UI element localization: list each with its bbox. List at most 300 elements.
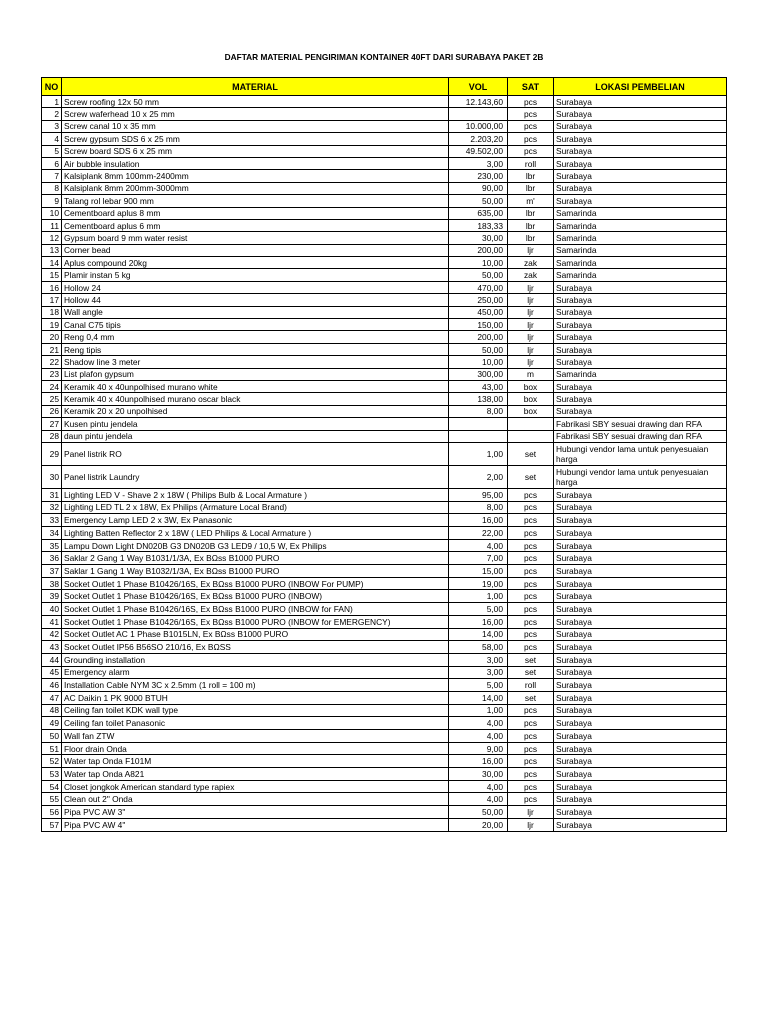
row-no: 21 [42, 343, 62, 355]
table-row [42, 527, 727, 540]
row-lokasi: Surabaya [554, 577, 727, 590]
row-lokasi: Surabaya [554, 666, 727, 679]
row-no: 10 [42, 207, 62, 219]
table-row [42, 306, 727, 318]
table-row [42, 641, 727, 654]
row-material: List plafon gypsum [62, 368, 449, 380]
row-vol: 20,00 [449, 818, 508, 831]
row-no: 16 [42, 281, 62, 293]
row-no: 20 [42, 331, 62, 343]
row-sat: pcs [508, 539, 554, 552]
header-lokasi: LOKASI PEMBELIAN [554, 78, 727, 96]
row-sat: pcs [508, 793, 554, 806]
row-vol: 230,00 [449, 170, 508, 182]
row-material: Screw waferhead 10 x 25 mm [62, 108, 449, 120]
row-sat: pcs [508, 133, 554, 145]
row-material: Keramik 20 x 20 unpolhised [62, 405, 449, 417]
table-row [42, 108, 727, 120]
row-sat [508, 418, 554, 430]
row-vol: 16,00 [449, 615, 508, 628]
row-sat: ljr [508, 356, 554, 368]
row-vol: 15,00 [449, 565, 508, 578]
table-row [42, 603, 727, 616]
row-material: Keramik 40 x 40unpolhised murano oscar black [62, 393, 449, 405]
row-sat: pcs [508, 755, 554, 768]
row-vol: 300,00 [449, 368, 508, 380]
table-row [42, 120, 727, 132]
row-lokasi: Surabaya [554, 704, 727, 717]
table-header-row [42, 78, 727, 96]
row-vol: 2,00 [449, 465, 508, 488]
row-vol: 3,00 [449, 157, 508, 169]
row-no: 29 [42, 442, 62, 465]
row-no: 33 [42, 514, 62, 527]
table-row [42, 730, 727, 743]
row-material: Water tap Onda F101M [62, 755, 449, 768]
row-vol [449, 430, 508, 442]
row-sat: pcs [508, 704, 554, 717]
row-sat: pcs [508, 527, 554, 540]
row-material: Screw roofing 12x 50 mm [62, 96, 449, 108]
row-sat: ljr [508, 281, 554, 293]
row-lokasi: Samarinda [554, 244, 727, 256]
row-no: 57 [42, 818, 62, 831]
table-row [42, 755, 727, 768]
table-row [42, 679, 727, 692]
row-no: 19 [42, 319, 62, 331]
row-no: 15 [42, 269, 62, 281]
row-material: Grounding installation [62, 653, 449, 666]
table-row [42, 628, 727, 641]
table-row [42, 793, 727, 806]
row-vol: 4,00 [449, 793, 508, 806]
row-vol: 30,00 [449, 768, 508, 781]
table-row [42, 768, 727, 781]
row-no: 14 [42, 257, 62, 269]
row-material: Clean out 2" Onda [62, 793, 449, 806]
row-material: Ceiling fan toilet KDK wall type [62, 704, 449, 717]
row-material: Corner bead [62, 244, 449, 256]
row-material: Closet jongkok American standard type rapiex [62, 780, 449, 793]
row-lokasi: Surabaya [554, 380, 727, 392]
table-row [42, 465, 727, 488]
header-no: NO [42, 78, 62, 96]
row-vol: 2.203,20 [449, 133, 508, 145]
row-no: 4 [42, 133, 62, 145]
table-row [42, 488, 727, 501]
row-no: 2 [42, 108, 62, 120]
row-no: 23 [42, 368, 62, 380]
row-vol: 5,00 [449, 603, 508, 616]
table-row [42, 133, 727, 145]
row-sat: pcs [508, 780, 554, 793]
row-no: 43 [42, 641, 62, 654]
row-sat: pcs [508, 628, 554, 641]
row-no: 3 [42, 120, 62, 132]
row-vol: 16,00 [449, 755, 508, 768]
row-no: 32 [42, 501, 62, 514]
row-sat: pcs [508, 730, 554, 743]
row-lokasi: Surabaya [554, 780, 727, 793]
table-row [42, 514, 727, 527]
row-no: 37 [42, 565, 62, 578]
row-no: 56 [42, 806, 62, 819]
row-vol: 8,00 [449, 501, 508, 514]
row-no: 51 [42, 742, 62, 755]
row-sat: pcs [508, 768, 554, 781]
row-sat [508, 430, 554, 442]
row-material: Gypsum board 9 mm water resist [62, 232, 449, 244]
table-body [42, 96, 727, 832]
row-vol: 43,00 [449, 380, 508, 392]
table-row [42, 405, 727, 417]
table-row [42, 145, 727, 157]
row-material: Lampu Down Light DN020B G3 DN020B G3 LED9 / 10,5 W, Ex Philips [62, 539, 449, 552]
row-lokasi: Surabaya [554, 343, 727, 355]
table-row [42, 615, 727, 628]
row-no: 46 [42, 679, 62, 692]
row-lokasi: Surabaya [554, 145, 727, 157]
row-lokasi: Surabaya [554, 488, 727, 501]
table-row [42, 207, 727, 219]
row-no: 54 [42, 780, 62, 793]
row-no: 8 [42, 182, 62, 194]
row-material: Socket Outlet 1 Phase B10426/16S, Ex BΩss B1000 PURO (INBOW for EMERGENCY) [62, 615, 449, 628]
header-sat: SAT [508, 78, 554, 96]
row-vol: 50,00 [449, 343, 508, 355]
row-vol: 8,00 [449, 405, 508, 417]
row-material: Reng tipis [62, 343, 449, 355]
row-no: 34 [42, 527, 62, 540]
row-lokasi: Surabaya [554, 539, 727, 552]
row-lokasi: Surabaya [554, 818, 727, 831]
row-material: Screw canal 10 x 35 mm [62, 120, 449, 132]
row-material: Panel listrik Laundry [62, 465, 449, 488]
row-sat: ljr [508, 331, 554, 343]
row-vol: 635,00 [449, 207, 508, 219]
row-lokasi: Surabaya [554, 195, 727, 207]
row-vol: 183,33 [449, 219, 508, 231]
row-sat: set [508, 442, 554, 465]
row-lokasi: Surabaya [554, 170, 727, 182]
row-vol [449, 108, 508, 120]
row-lokasi: Surabaya [554, 405, 727, 417]
row-no: 22 [42, 356, 62, 368]
row-lokasi: Samarinda [554, 257, 727, 269]
row-lokasi: Samarinda [554, 219, 727, 231]
row-sat: pcs [508, 145, 554, 157]
table-row [42, 244, 727, 256]
row-lokasi: Surabaya [554, 133, 727, 145]
header-material: MATERIAL [62, 78, 449, 96]
row-material: Emergency alarm [62, 666, 449, 679]
table-row [42, 157, 727, 169]
table-row [42, 717, 727, 730]
table-row [42, 257, 727, 269]
row-lokasi: Surabaya [554, 641, 727, 654]
row-lokasi: Surabaya [554, 182, 727, 194]
table-row [42, 195, 727, 207]
table-row [42, 232, 727, 244]
row-vol: 200,00 [449, 244, 508, 256]
row-lokasi: Surabaya [554, 806, 727, 819]
row-vol: 50,00 [449, 269, 508, 281]
table-row [42, 319, 727, 331]
row-vol: 470,00 [449, 281, 508, 293]
row-lokasi: Surabaya [554, 294, 727, 306]
row-material: Cementboard aplus 6 mm [62, 219, 449, 231]
row-lokasi: Samarinda [554, 368, 727, 380]
row-sat: ljr [508, 294, 554, 306]
row-no: 26 [42, 405, 62, 417]
table-row [42, 294, 727, 306]
row-no: 49 [42, 717, 62, 730]
row-material: Socket Outlet AC 1 Phase B1015LN, Ex BΩss B1000 PURO [62, 628, 449, 641]
row-lokasi: Surabaya [554, 768, 727, 781]
row-sat: set [508, 465, 554, 488]
row-vol: 16,00 [449, 514, 508, 527]
row-lokasi: Surabaya [554, 331, 727, 343]
row-lokasi: Surabaya [554, 755, 727, 768]
row-material: daun pintu jendela [62, 430, 449, 442]
row-lokasi: Fabrikasi SBY sesuai drawing dan RFA [554, 430, 727, 442]
row-sat: roll [508, 679, 554, 692]
table-row [42, 742, 727, 755]
row-lokasi: Hubungi vendor lama untuk penyesuaian harga [554, 442, 727, 465]
row-sat: m [508, 368, 554, 380]
row-vol: 3,00 [449, 666, 508, 679]
table-row [42, 565, 727, 578]
row-sat: ljr [508, 818, 554, 831]
row-vol: 50,00 [449, 806, 508, 819]
row-sat: pcs [508, 590, 554, 603]
table-row [42, 281, 727, 293]
row-sat: box [508, 393, 554, 405]
row-vol: 1,00 [449, 590, 508, 603]
table-row [42, 806, 727, 819]
row-lokasi: Surabaya [554, 590, 727, 603]
row-no: 6 [42, 157, 62, 169]
row-material: Aplus compound 20kg [62, 257, 449, 269]
table-row [42, 666, 727, 679]
row-no: 55 [42, 793, 62, 806]
row-lokasi: Surabaya [554, 393, 727, 405]
row-vol: 12.143,60 [449, 96, 508, 108]
row-lokasi: Surabaya [554, 793, 727, 806]
row-sat: pcs [508, 514, 554, 527]
row-lokasi: Surabaya [554, 717, 727, 730]
table-row [42, 577, 727, 590]
table-row [42, 170, 727, 182]
row-lokasi: Surabaya [554, 653, 727, 666]
row-no: 41 [42, 615, 62, 628]
row-sat: pcs [508, 552, 554, 565]
row-material: Reng 0,4 mm [62, 331, 449, 343]
row-sat: lbr [508, 232, 554, 244]
row-no: 7 [42, 170, 62, 182]
row-sat: pcs [508, 501, 554, 514]
table-row [42, 442, 727, 465]
row-lokasi: Surabaya [554, 96, 727, 108]
table-row [42, 418, 727, 430]
row-sat: zak [508, 257, 554, 269]
row-material: Wall angle [62, 306, 449, 318]
row-lokasi: Surabaya [554, 356, 727, 368]
row-sat: lbr [508, 182, 554, 194]
row-sat: pcs [508, 603, 554, 616]
row-vol: 150,00 [449, 319, 508, 331]
row-material: Installation Cable NYM 3C x 2.5mm (1 roll = 100 m) [62, 679, 449, 692]
row-vol: 58,00 [449, 641, 508, 654]
row-vol: 3,00 [449, 653, 508, 666]
row-no: 12 [42, 232, 62, 244]
row-vol: 30,00 [449, 232, 508, 244]
row-sat: box [508, 405, 554, 417]
row-vol: 14,00 [449, 691, 508, 704]
row-no: 9 [42, 195, 62, 207]
table-row [42, 182, 727, 194]
row-lokasi: Surabaya [554, 319, 727, 331]
table-row [42, 704, 727, 717]
table-row [42, 539, 727, 552]
row-no: 38 [42, 577, 62, 590]
row-material: Lighting LED TL 2 x 18W, Ex Philips (Armature Local Brand) [62, 501, 449, 514]
row-lokasi: Surabaya [554, 306, 727, 318]
row-vol: 10.000,00 [449, 120, 508, 132]
row-vol: 90,00 [449, 182, 508, 194]
row-sat: pcs [508, 96, 554, 108]
row-vol: 200,00 [449, 331, 508, 343]
row-vol: 450,00 [449, 306, 508, 318]
row-no: 35 [42, 539, 62, 552]
row-material: Hollow 44 [62, 294, 449, 306]
row-vol: 1,00 [449, 704, 508, 717]
row-material: Socket Outlet 1 Phase B10426/16S, Ex BΩss B1000 PURO (INBOW) [62, 590, 449, 603]
table-row [42, 343, 727, 355]
table-row [42, 380, 727, 392]
row-material: Cementboard aplus 8 mm [62, 207, 449, 219]
row-no: 13 [42, 244, 62, 256]
row-sat: pcs [508, 565, 554, 578]
row-sat: set [508, 691, 554, 704]
row-no: 44 [42, 653, 62, 666]
row-material: Plamir instan 5 kg [62, 269, 449, 281]
row-no: 17 [42, 294, 62, 306]
row-material: Emergency Lamp LED 2 x 3W, Ex Panasonic [62, 514, 449, 527]
row-material: Talang rol lebar 900 mm [62, 195, 449, 207]
row-sat: lbr [508, 207, 554, 219]
row-lokasi: Surabaya [554, 527, 727, 540]
row-material: Air bubble insulation [62, 157, 449, 169]
row-vol: 10,00 [449, 356, 508, 368]
row-sat: pcs [508, 108, 554, 120]
table-row [42, 269, 727, 281]
table-row [42, 393, 727, 405]
row-sat: pcs [508, 615, 554, 628]
row-lokasi: Samarinda [554, 207, 727, 219]
row-lokasi: Surabaya [554, 679, 727, 692]
row-lokasi: Surabaya [554, 691, 727, 704]
row-material: Screw gypsum SDS 6 x 25 mm [62, 133, 449, 145]
row-sat: ljr [508, 306, 554, 318]
row-no: 39 [42, 590, 62, 603]
row-lokasi: Surabaya [554, 742, 727, 755]
row-material: Socket Outlet IP56 B56SO 210/16, Ex BΩSS [62, 641, 449, 654]
row-sat: ljr [508, 244, 554, 256]
row-lokasi: Samarinda [554, 232, 727, 244]
row-sat: set [508, 666, 554, 679]
row-lokasi: Samarinda [554, 269, 727, 281]
table-row [42, 552, 727, 565]
row-lokasi: Hubungi vendor lama untuk penyesuaian harga [554, 465, 727, 488]
row-lokasi: Fabrikasi SBY sesuai drawing dan RFA [554, 418, 727, 430]
row-lokasi: Surabaya [554, 603, 727, 616]
row-lokasi: Surabaya [554, 514, 727, 527]
row-material: Pipa PVC AW 3" [62, 806, 449, 819]
table-row [42, 653, 727, 666]
row-material: Lighting Batten Reflector 2 x 18W ( LED Philips & Local Armature ) [62, 527, 449, 540]
row-sat: pcs [508, 488, 554, 501]
row-no: 11 [42, 219, 62, 231]
material-table [41, 77, 727, 832]
row-vol: 4,00 [449, 717, 508, 730]
row-lokasi: Surabaya [554, 615, 727, 628]
row-lokasi: Surabaya [554, 157, 727, 169]
row-no: 18 [42, 306, 62, 318]
row-material: Lighting LED V - Shave 2 x 18W ( Philips Bulb & Local Armature ) [62, 488, 449, 501]
row-no: 45 [42, 666, 62, 679]
row-sat: zak [508, 269, 554, 281]
row-material: Screw board SDS 6 x 25 mm [62, 145, 449, 157]
row-material: Floor drain Onda [62, 742, 449, 755]
row-vol: 22,00 [449, 527, 508, 540]
header-vol: VOL [449, 78, 508, 96]
table-row [42, 501, 727, 514]
table-row [42, 430, 727, 442]
row-sat: pcs [508, 641, 554, 654]
row-lokasi: Surabaya [554, 108, 727, 120]
row-no: 36 [42, 552, 62, 565]
row-vol: 7,00 [449, 552, 508, 565]
row-vol: 250,00 [449, 294, 508, 306]
row-sat: pcs [508, 120, 554, 132]
row-no: 47 [42, 691, 62, 704]
row-material: Shadow line 3 meter [62, 356, 449, 368]
row-sat: ljr [508, 319, 554, 331]
row-no: 28 [42, 430, 62, 442]
row-no: 31 [42, 488, 62, 501]
row-material: Water tap Onda A821 [62, 768, 449, 781]
row-no: 50 [42, 730, 62, 743]
row-lokasi: Surabaya [554, 501, 727, 514]
row-material: Ceiling fan toilet Panasonic [62, 717, 449, 730]
row-vol: 14,00 [449, 628, 508, 641]
row-vol: 9,00 [449, 742, 508, 755]
row-no: 25 [42, 393, 62, 405]
table-row [42, 691, 727, 704]
row-material: Keramik 40 x 40unpolhised murano white [62, 380, 449, 392]
row-no: 5 [42, 145, 62, 157]
row-vol: 10,00 [449, 257, 508, 269]
row-vol: 1,00 [449, 442, 508, 465]
row-vol: 49.502,00 [449, 145, 508, 157]
row-material: Kalsiplank 8mm 100mm-2400mm [62, 170, 449, 182]
row-material: Canal C75 tipis [62, 319, 449, 331]
row-no: 40 [42, 603, 62, 616]
row-sat: m' [508, 195, 554, 207]
row-lokasi: Surabaya [554, 565, 727, 578]
row-material: Kalsiplank 8mm 200mm-3000mm [62, 182, 449, 194]
